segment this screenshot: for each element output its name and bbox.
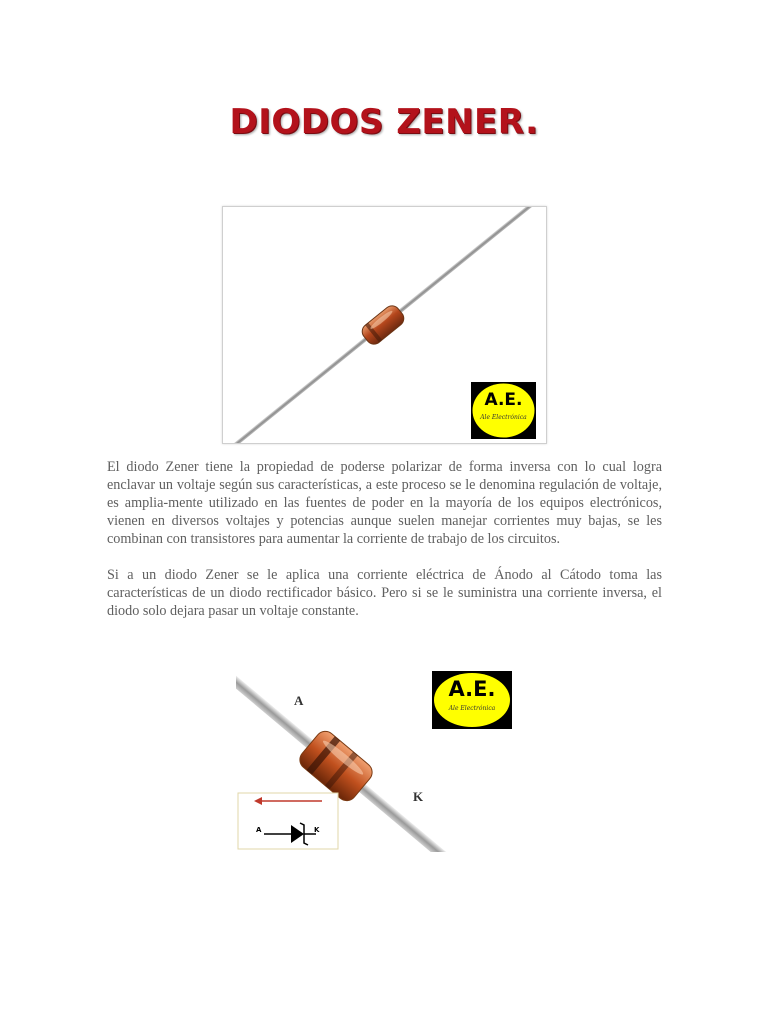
logo-subtext: Ale Electrónica <box>448 705 496 712</box>
logo-subtext: Ale Electrónica <box>480 414 527 421</box>
logo-text: A.E. <box>484 390 523 410</box>
symbol-cathode-label: K <box>314 826 320 834</box>
anode-label: A <box>294 693 304 708</box>
ae-logo <box>432 671 512 729</box>
cathode-label: K <box>413 789 424 804</box>
page-title: DIODOS ZENER. <box>229 102 539 142</box>
zener-diode-photo <box>222 206 547 444</box>
logo-text: A.E. <box>448 677 496 701</box>
paragraph-intro: El diodo Zener tiene la propiedad de poderse polarizar de forma inversa con lo cual logra enclavar un voltaje según sus características, a este proceso se le denomina regulación de voltaje, es amplia-mente utilizado en las fuentes de poder en la mayoría de los equipos electrónicos, vienen en diversos voltajes y potencias aunque suelen manejar corrientes muy bajas, se les combinan con transistores para aumentar la corriente de trabajo de los circuitos. <box>107 459 662 547</box>
paragraph-behavior: Si a un diodo Zener se le aplica una corriente eléctrica de Ánodo al Cátodo toma las características de un diodo rectificador básico. Pero si se le suministra una corriente inversa, el diodo solo dejara pasar un voltaje constante. <box>107 567 662 619</box>
symbol-anode-label: A <box>256 826 262 834</box>
zener-diode-closeup <box>236 670 448 852</box>
diode-closeup-illustration <box>236 670 448 852</box>
